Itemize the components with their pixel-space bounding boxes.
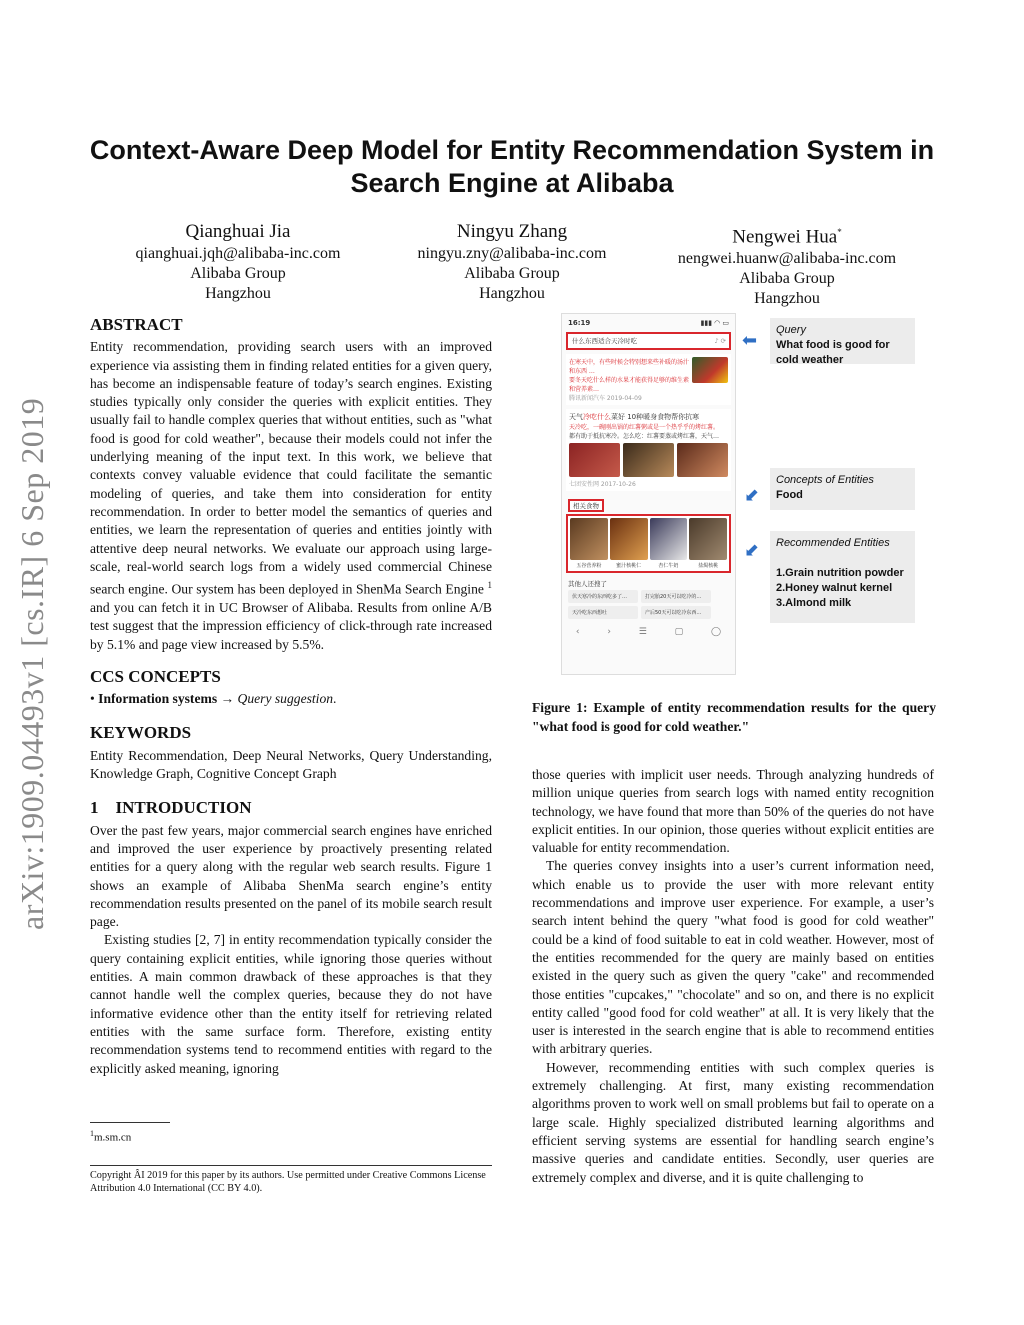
also-searched-pills: 伏天寒冷的东西吃多了… 打完胎20天可以吃冷的… 天冷吃东西想吐 产后50天可以吃冷东西… xyxy=(568,590,729,619)
footnote-area xyxy=(90,1122,492,1195)
author-name: Nengwei Hua* xyxy=(732,226,842,248)
author-city: Hangzhou xyxy=(205,285,271,302)
intro-paragraph: Over the past few years, major commercial search engines have enriched and improved the user experience by proactively presenting related entities for a query along with the regular web search results. Figure 1 shows an example of Alibaba ShenMa search engine’s entity recommendation results presented on the panel of its mobile search result page. xyxy=(90,822,492,930)
related-food-label: 相关食物 xyxy=(568,499,604,512)
author-org: Alibaba Group xyxy=(739,270,835,288)
ccs-concepts: • Information systems → Query suggestion. xyxy=(90,691,337,707)
phone-result-card: 在寒天中，有些时候会特别想来些补暖的汤汁和东西 … 要冬天吃什么样的水果才能获得足够的维生素和营养素… 腾讯新闻汽车 2019-04-09 xyxy=(566,354,731,405)
phone-search-box: 什么东西适合天冷时吃 ♪ ⟳ xyxy=(566,332,731,350)
footnote: $^1$m.sm.cn xyxy=(90,1129,132,1144)
author-email: qianghuai.jqh@alibaba-inc.com xyxy=(135,245,341,262)
down-left-arrow-icon: ⬋ xyxy=(744,540,760,561)
intro-paragraph: Existing studies [2, 7] in entity recommendation typically consider the query containing explicit entities, while ignoring those queries without entities. A main common drawback of these approaches is that they cannot handle well the complex queries, because they do not have informative evidence other than the entity itself for retrieving related entities with the same surface form. Therefore, existing entity recommendation systems tend to recommend entities with regard to the explicitly asked meaning, ignoring xyxy=(90,932,492,1076)
phone-status-bar: 16:19 ▮▮▮ ◠ ▭ xyxy=(568,319,729,327)
author-city: Hangzhou xyxy=(754,290,820,308)
forward-icon: › xyxy=(607,627,611,637)
author-org: Alibaba Group xyxy=(190,265,286,282)
left-arrow-icon: ⬅ xyxy=(742,330,758,351)
entity-card: 蜜汁核桃仁 xyxy=(610,518,648,569)
author-city: Hangzhou xyxy=(479,285,545,302)
body-paragraph: The queries convey insights into a user’s current information need, which enable us to provide the user with more relevant entity recommendations and improve user experience. For example, a user’s search intent behind the query "what food is good for cold weather" could be a kind of food suitable to eat in cold weather. However, most of the entities recommended for the query are mainly based on entities existed in the query such as given the query "cake" and recommended those entities "cupcakes," "chocolate" and so on, and there is no explicit entity called "good food for cold weather" at all. It is very likely that the user is interested in the search engine that is able to recommend entities with arbitrary queries. xyxy=(532,858,934,1057)
keywords-heading: KEYWORDS xyxy=(90,723,192,743)
author-block xyxy=(108,220,368,304)
arxiv-identifier: arXiv:1909.04493v1 [cs.IR] 6 Sep 2019 xyxy=(14,397,50,930)
result-thumbnail xyxy=(692,357,728,383)
entity-recommendation-panel xyxy=(566,514,731,573)
phone-nav-bar xyxy=(562,627,735,637)
phone-result-card: 天气冷吃什么菜好 10种暖身食物帮你抗寒 天冷吃，一碗刚出锅的红薯粥或是一个热乎乎的烤红薯。 都有助于抵抗寒冷。怎么吃：红薯要蒸或烤红薯，天气… 七团安性网 2017-10-26 xyxy=(566,409,731,491)
author-org: Alibaba Group xyxy=(464,265,560,282)
author-block xyxy=(657,220,917,309)
entity-card: 杏仁牛奶 xyxy=(650,518,688,569)
body-paragraph: those queries with implicit user needs. Through analyzing hundreds of million unique queries from search logs with named entity recognition technology, we have found that more than 50% of the queries do not have explicit entities. In our opinion, those queries without explicit entities are valuable for entity recommendation. xyxy=(532,767,934,856)
down-left-arrow-icon: ⬋ xyxy=(744,485,760,506)
entity-card: 盐焗核桃 xyxy=(689,518,727,569)
footnote-rule xyxy=(90,1122,170,1123)
copyright-notice: Copyright ÂI 2019 for this paper by its authors. Use permitted under Creative Commons License Attribution 4.0 International (CC BY 4.0). xyxy=(90,1165,492,1195)
body-paragraph: However, recommending entities with such complex queries is extremely challenging. At first, many existing recommendation algorithms proven to work well on small problems but fail to operate on a large scale. Highly specialized distributed learning algorithms and efficient serving systems are essential for handling search engine’s massive queries and candidate entities. Secondly, user queries are extremely complex and diverse, and it is quite challenging to xyxy=(532,1059,934,1185)
author-email: ningyu.zny@alibaba-inc.com xyxy=(417,245,607,262)
callout-recommended-entities: Recommended Entities 1.Grain nutrition powder 2.Honey walnut kernel 3.Almond milk xyxy=(770,531,915,623)
result-image-row xyxy=(569,443,728,477)
callout-concepts: Concepts of Entities Food xyxy=(770,468,915,510)
tabs-icon: ▢ xyxy=(674,627,684,637)
corresponding-mark: * xyxy=(837,227,842,237)
back-icon: ‹ xyxy=(575,627,580,637)
author-name: Ningyu Zhang xyxy=(456,221,568,242)
menu-icon: ☰ xyxy=(638,627,647,637)
abstract-heading: ABSTRACT xyxy=(90,315,183,334)
left-column xyxy=(90,316,492,1078)
paper-title: Context-Aware Deep Model for Entity Recommendation System in Search Engine at Alibaba xyxy=(89,135,935,198)
callout-query: Query What food is good for cold weather xyxy=(770,318,915,364)
keywords-text: Entity Recommendation, Deep Neural Networks, Query Understanding, Knowledge Graph, Cognitive Concept Graph xyxy=(90,747,492,782)
author-email: nengwei.huanw@alibaba-inc.com xyxy=(677,250,897,268)
figure-caption: Figure 1: Example of entity recommendation results for the query "what food is good for cold weather." xyxy=(532,700,936,734)
search-box-icons: ♪ ⟳ xyxy=(714,337,726,345)
figure-phone-screenshot xyxy=(561,313,736,675)
right-column xyxy=(532,766,934,1187)
author-name: Qianghuai Jia xyxy=(185,221,291,242)
home-icon: ◯ xyxy=(710,627,722,637)
author-block xyxy=(382,220,642,304)
ccs-heading: CCS CONCEPTS xyxy=(90,666,221,686)
entity-card: 五谷营养粉 xyxy=(570,518,608,569)
intro-heading: 1 INTRODUCTION xyxy=(90,798,252,818)
also-searched-heading: 其他人还搜了 xyxy=(568,580,607,588)
abstract-text: Entity recommendation, providing search users with an improved experience via assisting them in finding related entities for a given query, has become an indispensable feature of today’s search engines. Existing studies typically only consider the queries with explicit entities. They usually fail to handle complex queries that without entities, such as "what food is good for cold weather", because their models could not infer the underlying meaning of the input text. In this work, we believe that contexts convey valuable evidence that could facilitate the semantic modeling of queries, and take them into consideration for entity recommendation. In order to better model the semantics of queries and entities, we learn the representation of queries and entities jointly with attentive deep neural networks. We evaluate our approach using large-scale, real-world search logs from a widely used commercial Chinese search engine. Our system has been deployed in ShenMa Search Engine $^1$ and you can fetch it in UC Browser of Alibaba. Results from online A/B test suggest that the impression efficiency of click-through rate increased by 5.1% and page view increased by 5.5%. xyxy=(90,339,492,652)
